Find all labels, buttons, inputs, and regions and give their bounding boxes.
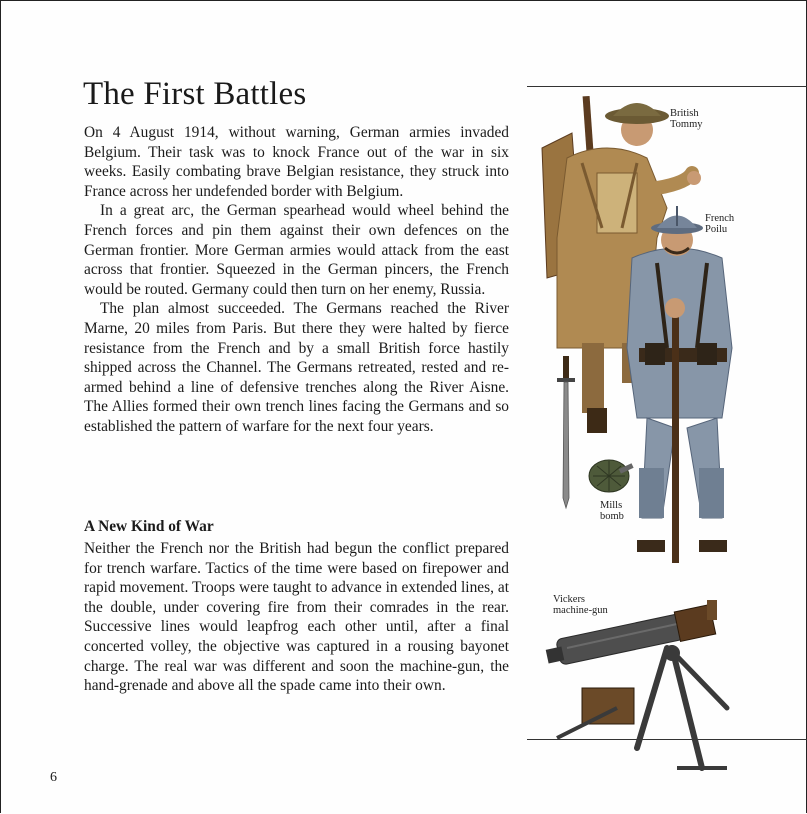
illustration-top-rule (527, 86, 807, 87)
section-new-kind-of-war (84, 539, 509, 696)
soldiers-illustration (527, 88, 807, 778)
page-number: 6 (50, 770, 57, 785)
paragraph-4: Neither the French nor the British had begun the conflict prepared for trench warfare. Tactics of the time were based on firepower and rapid movement. Troops were taught to advance in extended lines, at the double, under covering fire from their comrades in the rear. Successive lines would leapfrog each other until, after a final concerted volley, the objective was captured in a rousing bayonet charge. The real war was different and soon the machine-gun, the hand-grenade and above all the spade came into their own. (84, 540, 509, 695)
caption-line: machine-gun (553, 605, 608, 616)
caption-line: French (705, 213, 735, 224)
caption-british-tommy (670, 108, 703, 130)
caption-line: Vickers (553, 594, 586, 605)
caption-mills-bomb (600, 500, 624, 522)
vickers-machine-gun (546, 600, 727, 768)
caption-line: British (670, 108, 699, 119)
caption-vickers (553, 594, 608, 616)
paragraph-2: In a great arc, the German spearhead would wheel behind the French forces and pin them against their own defences on the German frontier. More German armies would attack from the east across that frontier. Squeezed in the German pincers, the French would be routed. Germany could then turn on her enemy, Russia. (84, 202, 509, 298)
french-poilu-figure (627, 206, 735, 563)
section-heading-new-kind-of-war: A New Kind of War (84, 518, 214, 535)
page-title: The First Battles (83, 76, 307, 112)
section-first-battles (84, 123, 509, 437)
caption-line: Mills (600, 500, 623, 511)
mills-bomb (589, 460, 634, 492)
paragraph-3: The plan almost succeeded. The Germans reached the River Marne, 20 miles from Paris. But there they were halted by fierce resistance from the French and by a small British force hastily shipped across the Channel. The Germans retreated, rested and re-armed behind a line of defensive trenches along the River Aisne. The Allies formed their own trench lines facing the Germans and so established the pattern of warfare for the next four years. (84, 300, 509, 435)
paragraph-1: On 4 August 1914, without warning, German armies invaded Belgium. Their task was to knock France out of the war in six weeks. Easily combating brave Belgian resistance, they struck into France across her undefended border with Belgium. (84, 124, 509, 200)
caption-line: Poilu (705, 224, 728, 235)
caption-line: bomb (600, 511, 624, 522)
bayonet (557, 356, 575, 508)
caption-line: Tommy (670, 119, 703, 130)
caption-french-poilu (705, 213, 734, 235)
